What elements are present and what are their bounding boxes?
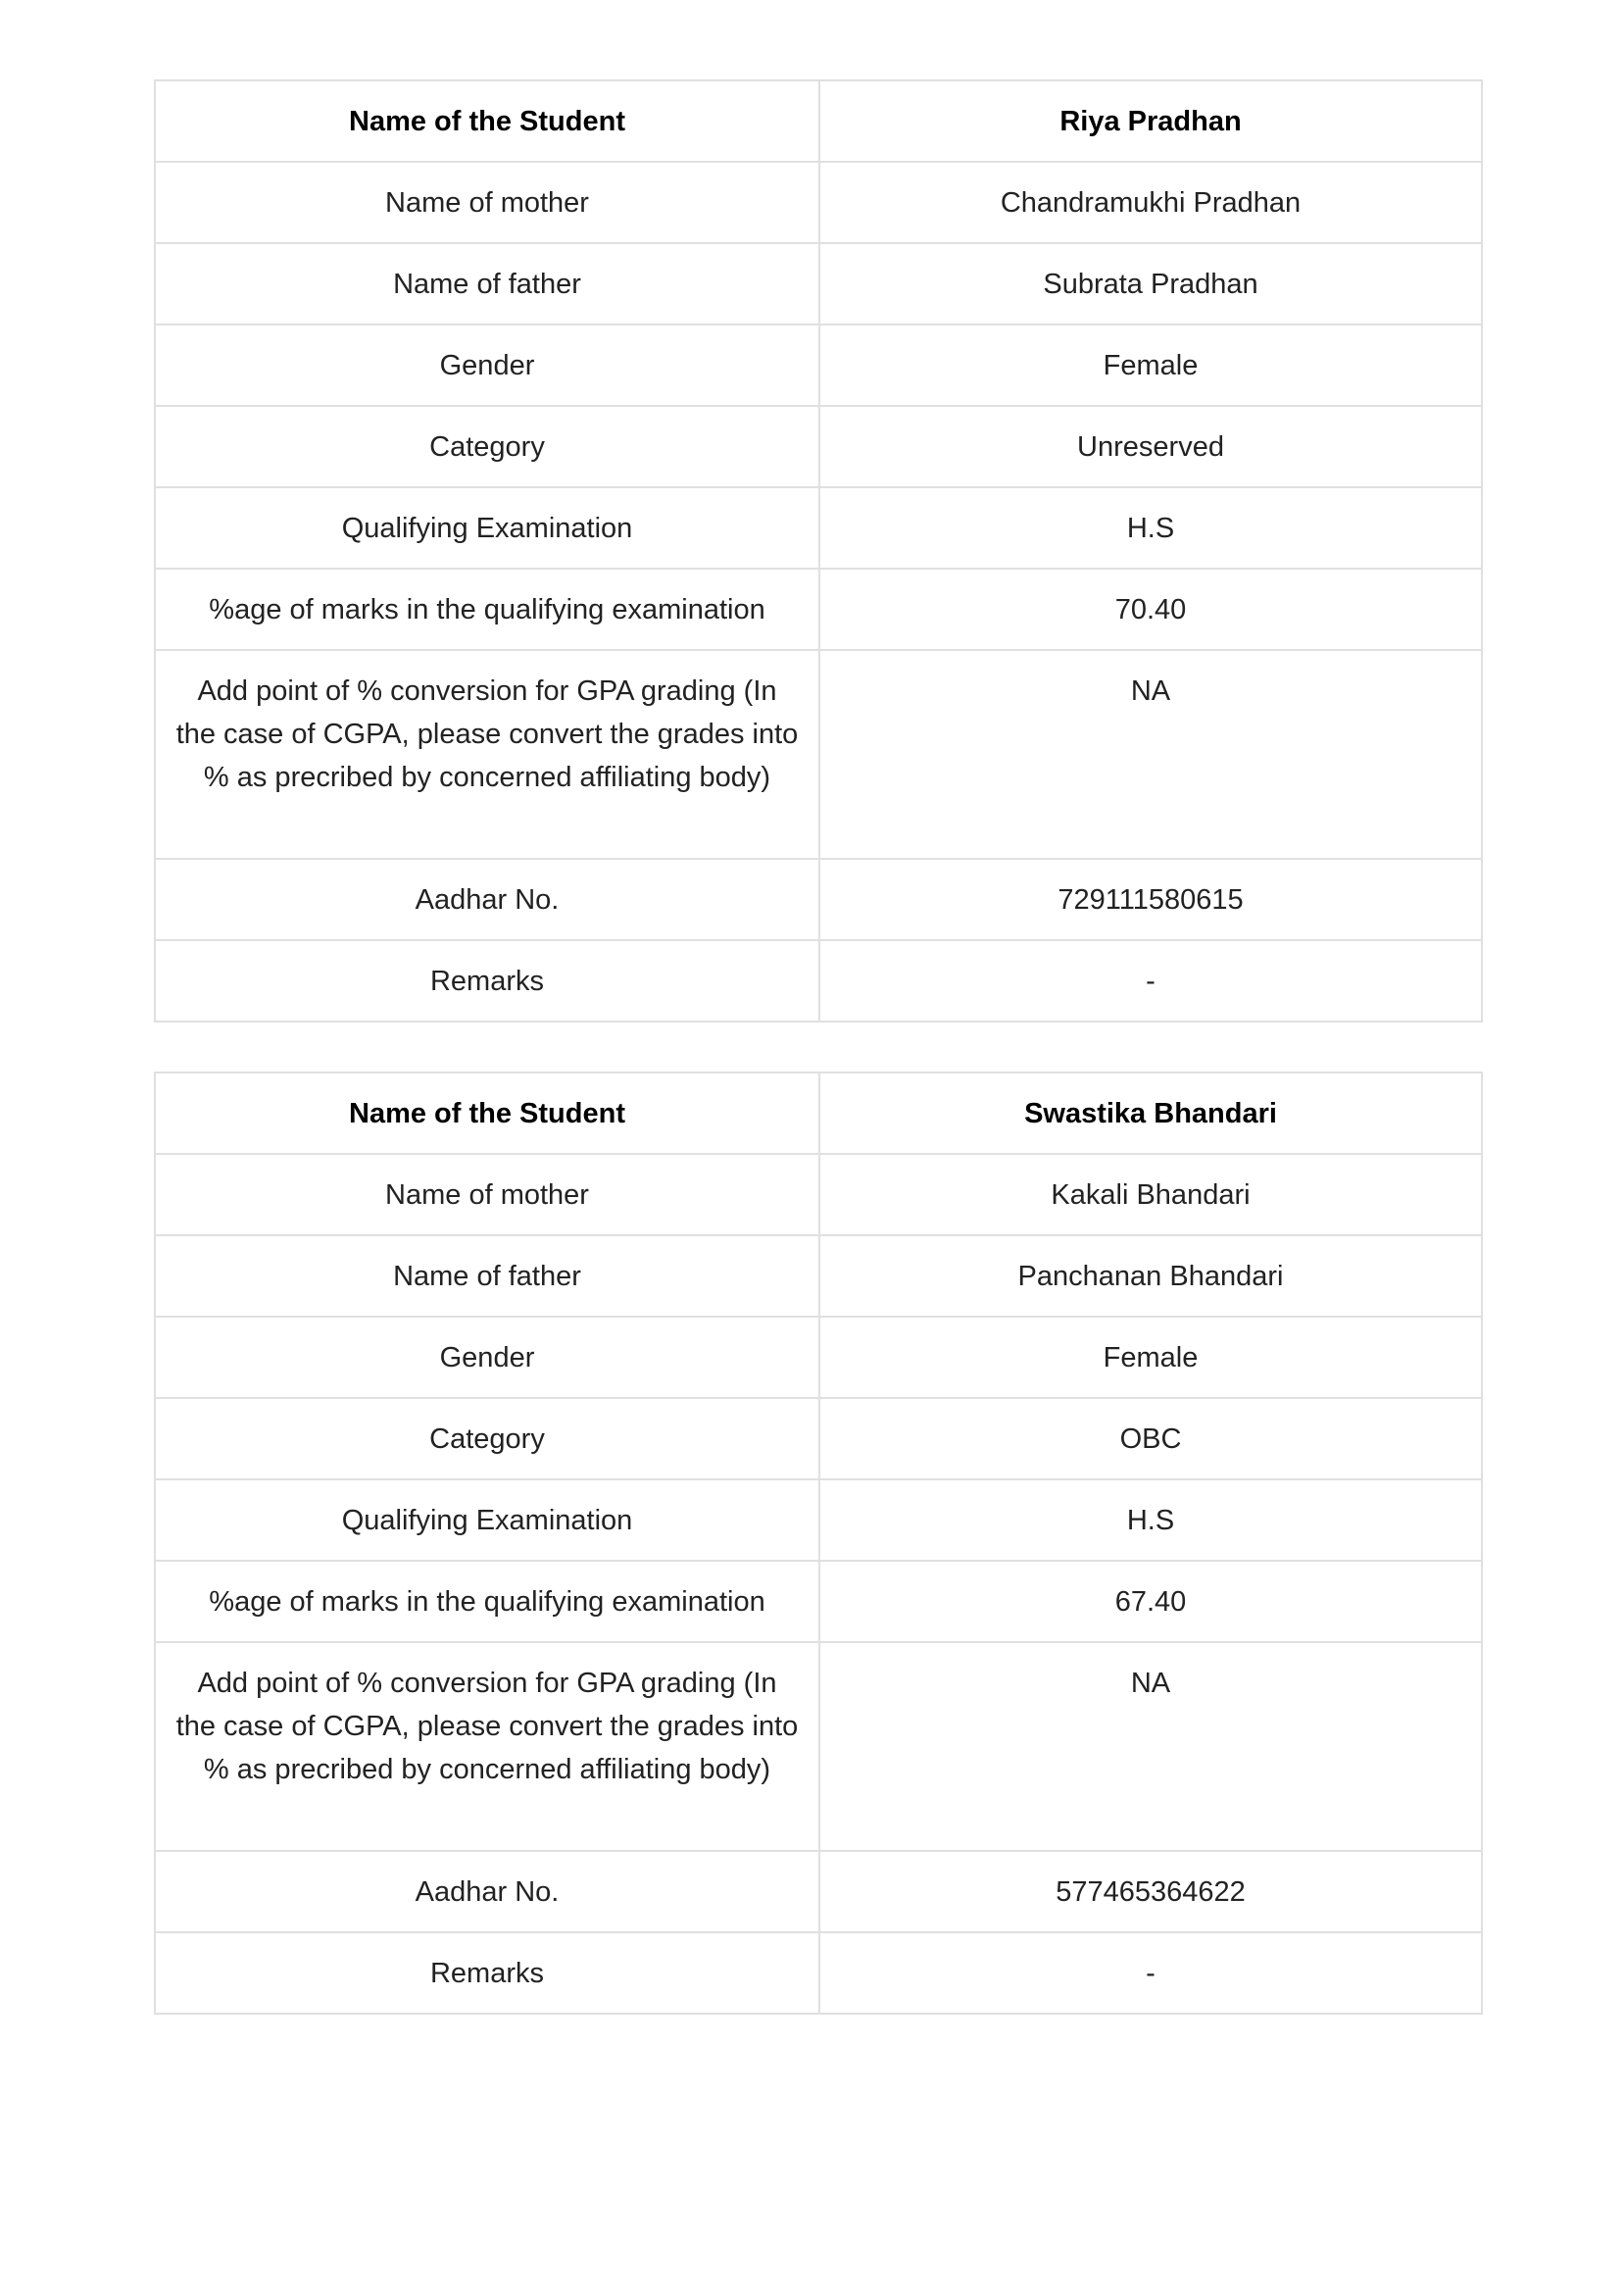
- table-row: [155, 1932, 1482, 2014]
- field-value: NA: [819, 650, 1482, 859]
- table-row: [155, 1479, 1482, 1561]
- field-label: Name of mother: [155, 162, 819, 243]
- student-name: Riya Pradhan: [819, 80, 1482, 162]
- field-value: 70.40: [819, 569, 1482, 650]
- field-label: Remarks: [155, 1932, 819, 2014]
- field-label: Qualifying Examination: [155, 1479, 819, 1561]
- field-value: -: [819, 1932, 1482, 2014]
- field-value: H.S: [819, 1479, 1482, 1561]
- field-value: OBC: [819, 1398, 1482, 1479]
- field-value: Chandramukhi Pradhan: [819, 162, 1482, 243]
- header-label: Name of the Student: [155, 80, 819, 162]
- table-row: [155, 1235, 1482, 1317]
- field-value: Kakali Bhandari: [819, 1154, 1482, 1235]
- field-value: Female: [819, 1317, 1482, 1398]
- student-table-1: [154, 79, 1483, 1023]
- field-label: Qualifying Examination: [155, 487, 819, 569]
- field-label: Add point of % conversion for GPA grading (In the case of CGPA, please convert the grades into % as precribed by concerned affiliating body): [155, 650, 819, 859]
- field-label: Category: [155, 1398, 819, 1479]
- field-value: NA: [819, 1642, 1482, 1851]
- table-row: [155, 1642, 1482, 1851]
- header-label: Name of the Student: [155, 1073, 819, 1154]
- table-row: [155, 859, 1482, 940]
- table-row: [155, 650, 1482, 859]
- field-label: Aadhar No.: [155, 859, 819, 940]
- field-value: Unreserved: [819, 406, 1482, 487]
- table-row: [155, 487, 1482, 569]
- field-value: 577465364622: [819, 1851, 1482, 1932]
- field-label: Remarks: [155, 940, 819, 1022]
- table-row: [155, 243, 1482, 324]
- student-name: Swastika Bhandari: [819, 1073, 1482, 1154]
- student-name-row: [155, 1073, 1482, 1154]
- field-label: Aadhar No.: [155, 1851, 819, 1932]
- table-row: [155, 1398, 1482, 1479]
- field-label: %age of marks in the qualifying examination: [155, 1561, 819, 1642]
- table-row: [155, 1317, 1482, 1398]
- field-label: Name of mother: [155, 1154, 819, 1235]
- field-label: %age of marks in the qualifying examination: [155, 569, 819, 650]
- table-row: [155, 406, 1482, 487]
- field-value: 67.40: [819, 1561, 1482, 1642]
- field-label: Name of father: [155, 243, 819, 324]
- table-row: [155, 324, 1482, 406]
- table-row: [155, 569, 1482, 650]
- table-row: [155, 162, 1482, 243]
- field-value: H.S: [819, 487, 1482, 569]
- student-table-2: [154, 1072, 1483, 2015]
- field-label: Category: [155, 406, 819, 487]
- field-value: Subrata Pradhan: [819, 243, 1482, 324]
- table-row: [155, 940, 1482, 1022]
- student-name-row: [155, 80, 1482, 162]
- field-label: Gender: [155, 1317, 819, 1398]
- table-row: [155, 1154, 1482, 1235]
- field-value: -: [819, 940, 1482, 1022]
- field-value: 729111580615: [819, 859, 1482, 940]
- field-label: Gender: [155, 324, 819, 406]
- table-row: [155, 1851, 1482, 1932]
- field-label: Add point of % conversion for GPA grading (In the case of CGPA, please convert the grades into % as precribed by concerned affiliating body): [155, 1642, 819, 1851]
- field-value: Panchanan Bhandari: [819, 1235, 1482, 1317]
- field-label: Name of father: [155, 1235, 819, 1317]
- table-row: [155, 1561, 1482, 1642]
- field-value: Female: [819, 324, 1482, 406]
